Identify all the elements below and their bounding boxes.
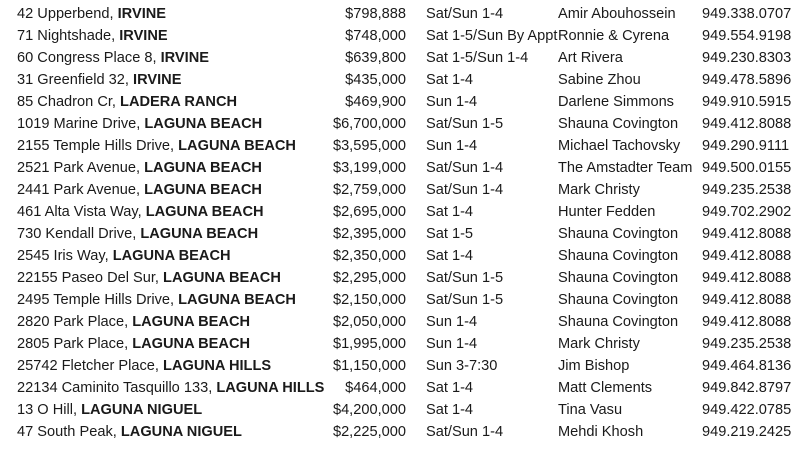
city-name: IRVINE <box>133 72 182 88</box>
open-house-time: Sat 1-5/Sun By Appt <box>426 28 558 44</box>
price: $2,295,000 <box>332 270 406 286</box>
phone-number: 949.500.0155 <box>702 160 792 176</box>
address <box>17 179 262 201</box>
agent-name: Shauna Covington <box>558 116 679 132</box>
street-address: 22155 Paseo Del Sur, <box>17 270 164 286</box>
street-address: 60 Congress Place 8, <box>17 50 161 66</box>
address <box>17 91 237 113</box>
street-address: 730 Kendall Drive, <box>17 226 141 242</box>
price: $798,888 <box>345 6 406 22</box>
phone-number: 949.554.9198 <box>702 28 792 44</box>
agent-name: Matt Clements <box>558 380 653 396</box>
open-house-time: Sat 1-5 <box>426 226 474 242</box>
agent-name: The Amstadter Team <box>558 160 693 176</box>
street-address: 25742 Fletcher Place, <box>17 358 164 374</box>
phone-number: 949.422.0785 <box>702 402 792 418</box>
price: $2,050,000 <box>332 314 406 330</box>
agent-name: Hunter Fedden <box>558 204 656 220</box>
phone-number: 949.235.2538 <box>702 336 792 352</box>
price: $1,150,000 <box>332 358 406 374</box>
city-name: LADERA RANCH <box>120 94 238 110</box>
listing-row <box>0 399 800 421</box>
open-house-time: Sat 1-4 <box>426 72 474 88</box>
price: $6,700,000 <box>332 116 406 132</box>
listing-row <box>0 377 800 399</box>
street-address: 2495 Temple Hills Drive, <box>17 292 179 308</box>
phone-number: 949.478.5896 <box>702 72 792 88</box>
street-address: 22134 Caminito Tasquillo 133, <box>17 380 217 396</box>
phone-number: 949.219.2425 <box>702 424 792 440</box>
price: $2,395,000 <box>332 226 406 242</box>
open-house-time: Sat/Sun 1-5 <box>426 292 504 308</box>
city-name: LAGUNA BEACH <box>144 160 262 176</box>
listing-row <box>0 113 800 135</box>
address <box>17 311 250 333</box>
phone-number: 949.412.8088 <box>702 314 792 330</box>
price: $3,595,000 <box>332 138 406 154</box>
phone-number: 949.910.5915 <box>702 94 792 110</box>
address <box>17 3 166 25</box>
listing-row <box>0 245 800 267</box>
address <box>17 355 271 377</box>
price: $748,000 <box>345 28 406 44</box>
address <box>17 135 296 157</box>
agent-name: Ronnie & Cyrena <box>558 28 670 44</box>
listing-row <box>0 157 800 179</box>
agent-name: Art Rivera <box>558 50 623 66</box>
open-house-time: Sat/Sun 1-5 <box>426 270 504 286</box>
city-name: IRVINE <box>117 6 167 22</box>
open-house-time: Sat 1-4 <box>426 204 474 220</box>
price: $2,350,000 <box>332 248 406 264</box>
open-house-time: Sat/Sun 1-4 <box>426 424 504 440</box>
open-house-time: Sat 1-4 <box>426 248 474 264</box>
agent-name: Michael Tachovsky <box>558 138 681 154</box>
city-name: LAGUNA BEACH <box>132 314 251 330</box>
price: $4,200,000 <box>332 402 406 418</box>
listing-row <box>0 3 800 25</box>
listing-row <box>0 25 800 47</box>
price: $3,199,000 <box>332 160 406 176</box>
city-name: LAGUNA BEACH <box>144 182 262 198</box>
phone-number: 949.412.8088 <box>702 248 792 264</box>
address <box>17 223 258 245</box>
listing-row <box>0 47 800 69</box>
listing-row <box>0 179 800 201</box>
open-house-time: Sun 1-4 <box>426 138 478 154</box>
price: $2,150,000 <box>332 292 406 308</box>
price: $435,000 <box>345 72 406 88</box>
address <box>17 399 202 421</box>
phone-number: 949.338.0707 <box>702 6 792 22</box>
street-address: 2441 Park Avenue, <box>17 182 145 198</box>
street-address: 85 Chadron Cr, <box>17 94 121 110</box>
listing-row <box>0 201 800 223</box>
city-name: LAGUNA BEACH <box>163 270 281 286</box>
listing-row <box>0 223 800 245</box>
open-house-time: Sat/Sun 1-4 <box>426 160 504 176</box>
street-address: 2805 Park Place, <box>17 336 133 352</box>
listing-row <box>0 421 800 443</box>
listing-row <box>0 289 800 311</box>
address <box>17 113 262 135</box>
phone-number: 949.702.2902 <box>702 204 792 220</box>
open-house-time: Sun 1-4 <box>426 314 478 330</box>
open-house-time: Sun 1-4 <box>426 94 478 110</box>
agent-name: Mark Christy <box>558 182 640 198</box>
agent-name: Amir Abouhossein <box>558 6 676 22</box>
address <box>17 289 296 311</box>
agent-name: Mark Christy <box>558 336 640 352</box>
address <box>17 69 181 91</box>
price: $639,800 <box>345 50 406 66</box>
street-address: 13 O Hill, <box>17 402 82 418</box>
address <box>17 25 168 47</box>
street-address: 2820 Park Place, <box>17 314 133 330</box>
price: $464,000 <box>345 380 406 396</box>
phone-number: 949.412.8088 <box>702 116 792 132</box>
listing-row <box>0 311 800 333</box>
open-house-time: Sat 1-4 <box>426 402 474 418</box>
agent-name: Tina Vasu <box>558 402 623 418</box>
city-name: LAGUNA BEACH <box>178 292 296 308</box>
street-address: 461 Alta Vista Way, <box>17 204 146 220</box>
open-house-time: Sun 3-7:30 <box>426 358 498 374</box>
open-house-time: Sun 1-4 <box>426 336 478 352</box>
price: $2,759,000 <box>332 182 406 198</box>
phone-number: 949.842.8797 <box>702 380 792 396</box>
address <box>17 421 242 443</box>
phone-number: 949.235.2538 <box>702 182 792 198</box>
agent-name: Shauna Covington <box>558 314 679 330</box>
street-address: 2155 Temple Hills Drive, <box>17 138 179 154</box>
street-address: 42 Upperbend, <box>17 6 118 22</box>
city-name: IRVINE <box>160 50 209 66</box>
price: $2,225,000 <box>332 424 406 440</box>
city-name: LAGUNA HILLS <box>216 380 325 396</box>
open-house-time: Sat/Sun 1-4 <box>426 182 504 198</box>
street-address: 71 Nightshade, <box>17 28 120 44</box>
phone-number: 949.290.9111 <box>702 138 790 154</box>
agent-name: Sabine Zhou <box>558 72 641 88</box>
city-name: IRVINE <box>119 28 168 44</box>
phone-number: 949.412.8088 <box>702 292 792 308</box>
phone-number: 949.412.8088 <box>702 270 792 286</box>
open-house-time: Sat 1-5/Sun 1-4 <box>426 50 529 66</box>
agent-name: Shauna Covington <box>558 292 679 308</box>
street-address: 1019 Marine Drive, <box>17 116 145 132</box>
listing-row <box>0 267 800 289</box>
agent-name: Darlene Simmons <box>558 94 674 110</box>
agent-name: Shauna Covington <box>558 226 679 242</box>
street-address: 47 South Peak, <box>17 424 121 440</box>
address <box>17 267 281 289</box>
listing-row <box>0 91 800 113</box>
listing-row <box>0 333 800 355</box>
city-name: LAGUNA NIGUEL <box>81 402 203 418</box>
address <box>17 245 231 267</box>
agent-name: Jim Bishop <box>558 358 630 374</box>
price: $1,995,000 <box>332 336 406 352</box>
open-house-time: Sat/Sun 1-4 <box>426 6 504 22</box>
price: $2,695,000 <box>332 204 406 220</box>
address <box>17 201 264 223</box>
street-address: 31 Greenfield 32, <box>17 72 134 88</box>
agent-name: Mehdi Khosh <box>558 424 644 440</box>
address <box>17 47 209 69</box>
open-house-time: Sat 1-4 <box>426 380 474 396</box>
address <box>17 333 250 355</box>
phone-number: 949.230.8303 <box>702 50 792 66</box>
listing-row <box>0 355 800 377</box>
city-name: LAGUNA BEACH <box>145 204 264 220</box>
city-name: LAGUNA NIGUEL <box>120 424 242 440</box>
open-house-time: Sat/Sun 1-5 <box>426 116 504 132</box>
city-name: LAGUNA BEACH <box>140 226 259 242</box>
phone-number: 949.464.8136 <box>702 358 792 374</box>
city-name: LAGUNA BEACH <box>132 336 251 352</box>
listing-row <box>0 135 800 157</box>
city-name: LAGUNA BEACH <box>144 116 263 132</box>
agent-name: Shauna Covington <box>558 270 679 286</box>
street-address: 2521 Park Avenue, <box>17 160 145 176</box>
city-name: LAGUNA HILLS <box>163 358 272 374</box>
city-name: LAGUNA BEACH <box>112 248 231 264</box>
street-address: 2545 Iris Way, <box>17 248 113 264</box>
address <box>17 157 262 179</box>
city-name: LAGUNA BEACH <box>178 138 296 154</box>
agent-name: Shauna Covington <box>558 248 679 264</box>
listing-row <box>0 69 800 91</box>
price: $469,900 <box>345 94 406 110</box>
address <box>17 377 324 399</box>
phone-number: 949.412.8088 <box>702 226 792 242</box>
